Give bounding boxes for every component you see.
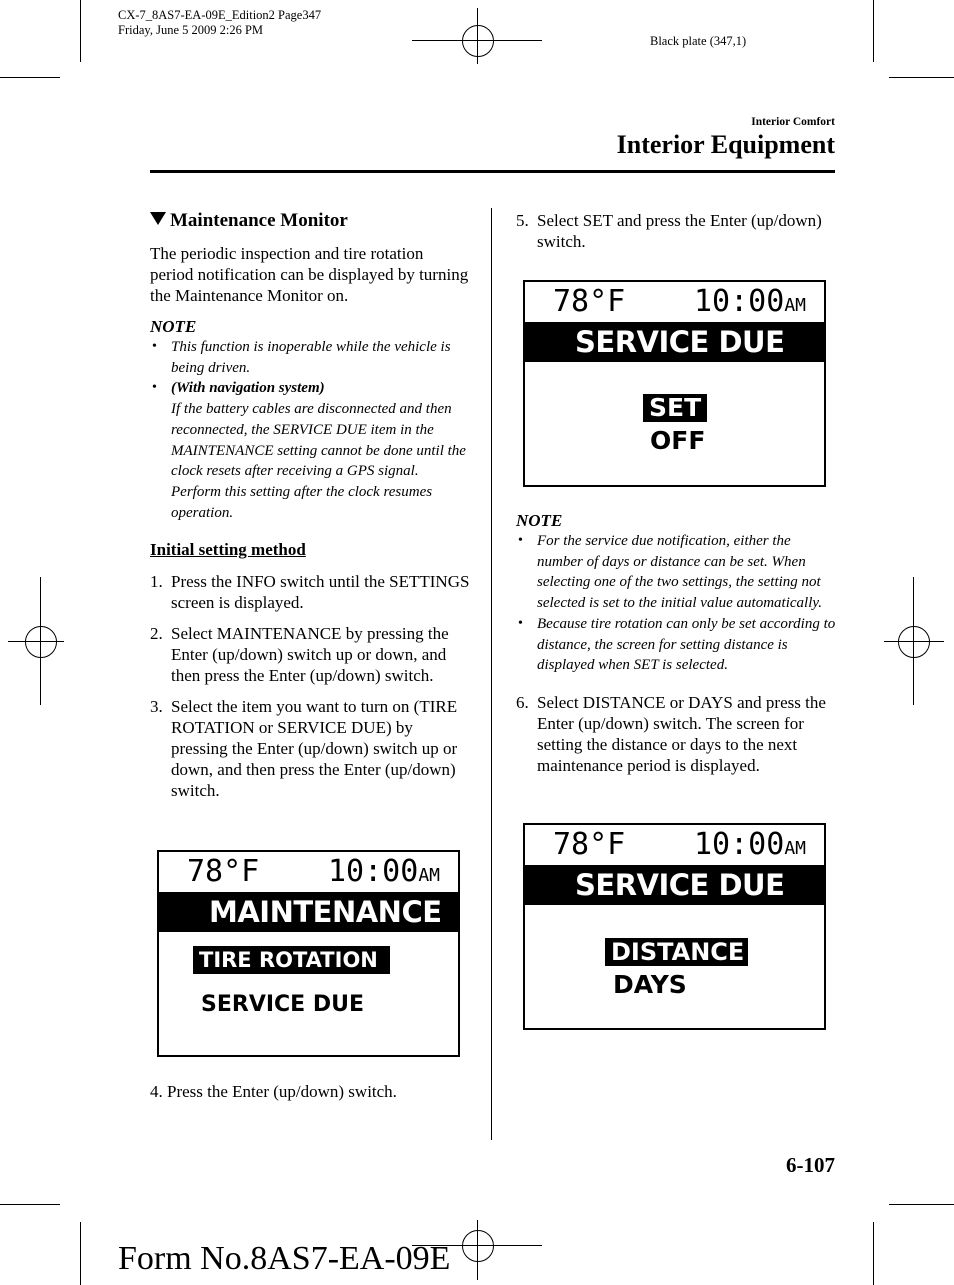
step-4: 4. Press the Enter (up/down) switch. (150, 1082, 397, 1101)
note-item: • For the service due notification, either the number of days or distance can be set. When selecting one of the two settings, the setting not selected is set to the initial value automatically. (516, 531, 836, 614)
print-header-file: CX-7_8AS7-EA-09E_Edition2 Page347 (118, 8, 322, 22)
maintenance-heading (150, 210, 470, 231)
step-item: 1. Press the INFO switch until the SETTINGS screen is displayed. (150, 572, 470, 613)
steps-list (150, 571, 470, 801)
registration-circle (462, 25, 494, 57)
right-column (516, 210, 836, 262)
step-item: 6. Select DISTANCE or DAYS and press the Enter (up/down) switch. The screen for setting the distance or days to the next maintenance period is displayed. (516, 692, 826, 775)
registration-circle (898, 626, 930, 658)
form-number: Form No.8AS7-EA-09E (118, 1240, 451, 1277)
lcd-distance-screen (523, 823, 826, 1030)
print-header-date: Friday, June 5 2009 2:26 PM (118, 23, 264, 37)
selected-option: DISTANCE (605, 938, 748, 966)
heading-text: Maintenance Monitor (170, 210, 348, 231)
print-header (118, 8, 321, 38)
section-title: Interior Equipment (616, 130, 835, 159)
crop-mark (0, 1204, 60, 1205)
step-item: 5. Select SET and press the Enter (up/down) switch. (516, 211, 822, 251)
crop-mark (889, 77, 954, 78)
lcd-title-band: SERVICE DUE (525, 322, 824, 362)
registration-circle (25, 626, 57, 658)
clock-readout: 10:00AM (694, 284, 806, 319)
note-item: • (With navigation system) If the battery cables are disconnected and then reconnected, the SERVICE DUE item in the MAINTENANCE setting cannot be done until the clock resets after receiving a GPS signal. Perform this setting after the clock resumes operation. (150, 378, 470, 523)
step-5-list (516, 210, 836, 252)
step-item: 3. Select the item you want to turn on (TIRE ROTATION or SERVICE DUE) by pressing the Enter (up/down) switch up or down, and then press the Enter (up/down) switch. (150, 697, 458, 801)
crop-mark (80, 1222, 81, 1285)
lcd-maintenance-screen (157, 850, 460, 1057)
header-rule (150, 170, 835, 173)
temperature-readout: 78°F (553, 284, 626, 319)
note-item: • Because tire rotation can only be set according to distance, the screen for setting distance is displayed when SET is selected. (516, 614, 836, 676)
clock-readout: 10:00AM (328, 854, 440, 889)
intro-paragraph: The periodic inspection and tire rotation period notification can be displayed by turning the Maintenance Monitor on. (150, 244, 469, 305)
lcd-title-band: SERVICE DUE (525, 865, 824, 905)
note-list (150, 337, 470, 523)
column-divider (491, 208, 492, 1140)
left-column (150, 210, 470, 811)
unselected-option: OFF (650, 426, 706, 455)
note-list (516, 531, 836, 676)
black-plate-label: Black plate (347,1) (650, 34, 747, 48)
lcd-title-band: MAINTENANCE (159, 892, 458, 932)
unselected-option: DAYS (613, 970, 687, 999)
selected-option: SET (643, 394, 707, 422)
note-title: NOTE (150, 317, 197, 336)
registration-circle (462, 1230, 494, 1262)
lcd-service-due-screen (523, 280, 826, 487)
crop-mark (889, 1204, 954, 1205)
temperature-readout: 78°F (553, 827, 626, 862)
crop-mark (873, 0, 874, 62)
unselected-option: SERVICE DUE (201, 992, 365, 1017)
page-number: 6-107 (786, 1153, 835, 1177)
temperature-readout: 78°F (187, 854, 260, 889)
crop-mark (873, 1222, 874, 1285)
step-6-list (516, 692, 836, 776)
crop-mark (80, 0, 81, 62)
crop-mark (0, 77, 60, 78)
right-note (516, 510, 836, 786)
section-category: Interior Comfort (751, 116, 835, 128)
initial-setting-subhead: Initial setting method (150, 540, 306, 560)
clock-readout: 10:00AM (694, 827, 806, 862)
note-item: • This function is inoperable while the vehicle is being driven. (150, 337, 470, 378)
triangle-down-icon (150, 212, 166, 225)
note-title: NOTE (516, 511, 563, 530)
selected-option: TIRE ROTATION (193, 946, 390, 974)
step-item: 2. Select MAINTENANCE by pressing the Enter (up/down) switch up or down, and then press the Enter (up/down) switch. (150, 624, 449, 686)
